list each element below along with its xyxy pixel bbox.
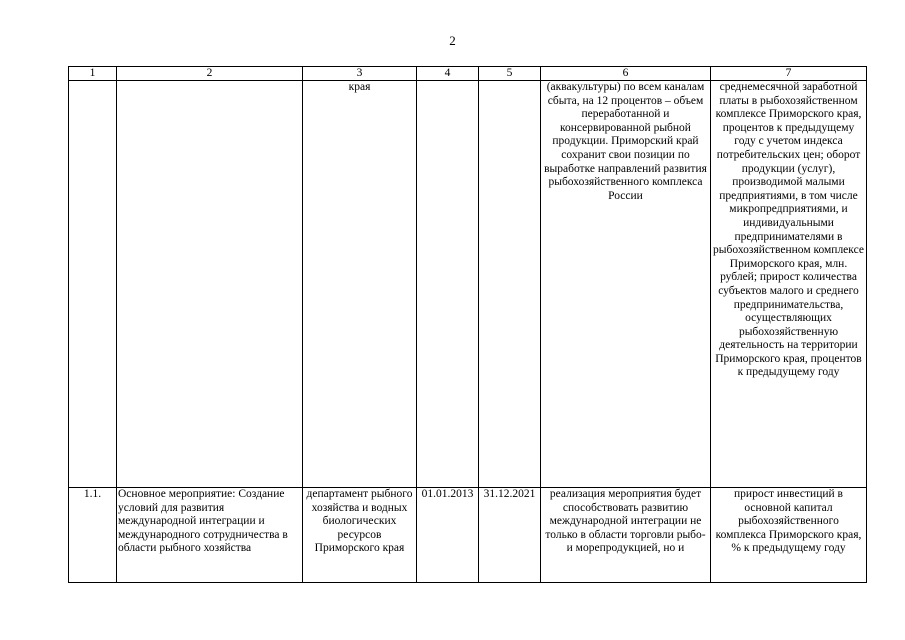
page-number: 2 xyxy=(449,33,456,48)
executor-cell: края xyxy=(303,81,417,488)
column-header: 7 xyxy=(711,67,867,81)
column-header: 6 xyxy=(541,67,711,81)
measure-cell: Основное мероприятие: Создание условий для развития международной интеграции и международного сотрудничества в области рыбного хозяйства xyxy=(117,488,303,583)
expected-result-cell: реализация мероприятия будет способствовать развитию международной интеграции не только в области торговли рыбо- и морепродукцией, но и xyxy=(541,488,711,583)
end-date-cell: 31.12.2021 xyxy=(479,488,541,583)
row-number-cell xyxy=(69,81,117,488)
column-header: 5 xyxy=(479,67,541,81)
column-header: 1 xyxy=(69,67,117,81)
indicators-cell: прирост инвестиций в основной капитал рыбохозяйственного комплекса Приморского края, % к предыдущему году xyxy=(711,488,867,583)
program-table xyxy=(68,66,867,583)
row-number-cell: 1.1. xyxy=(69,488,117,583)
start-date-cell: 01.01.2013 xyxy=(417,488,479,583)
executor-cell: департамент рыбного хозяйства и водных биологических ресурсов Приморского края xyxy=(303,488,417,583)
expected-result-cell: (аквакультуры) по всем каналам сбыта, на 12 процентов – объем переработанной и консервированной рыбной продукции. Приморский край сохранит свои позиции по выработке направлений развития рыбохозяйственного комплекса России xyxy=(541,81,711,488)
table-row xyxy=(69,488,867,583)
indicators-cell: среднемесячной заработной платы в рыбохозяйственном комплексе Приморского края, процентов к предыдущему году с учетом индекса потребительских цен; оборот продукции (услуг), производимой малыми предприятиями, в том числе микропредприятиями, и индивидуальными предпринимателями в рыбохозяйственном комплексе Приморского края, млн. рублей; прирост количества субъектов малого и среднего предпринимательства, осуществляющих рыбохозяйственную деятельность на территории Приморского края, процентов к предыдущему году xyxy=(711,81,867,488)
end-date-cell xyxy=(479,81,541,488)
table-row xyxy=(69,81,867,488)
column-number-row xyxy=(69,67,867,81)
measure-cell xyxy=(117,81,303,488)
column-header: 4 xyxy=(417,67,479,81)
column-header: 2 xyxy=(117,67,303,81)
start-date-cell xyxy=(417,81,479,488)
column-header: 3 xyxy=(303,67,417,81)
